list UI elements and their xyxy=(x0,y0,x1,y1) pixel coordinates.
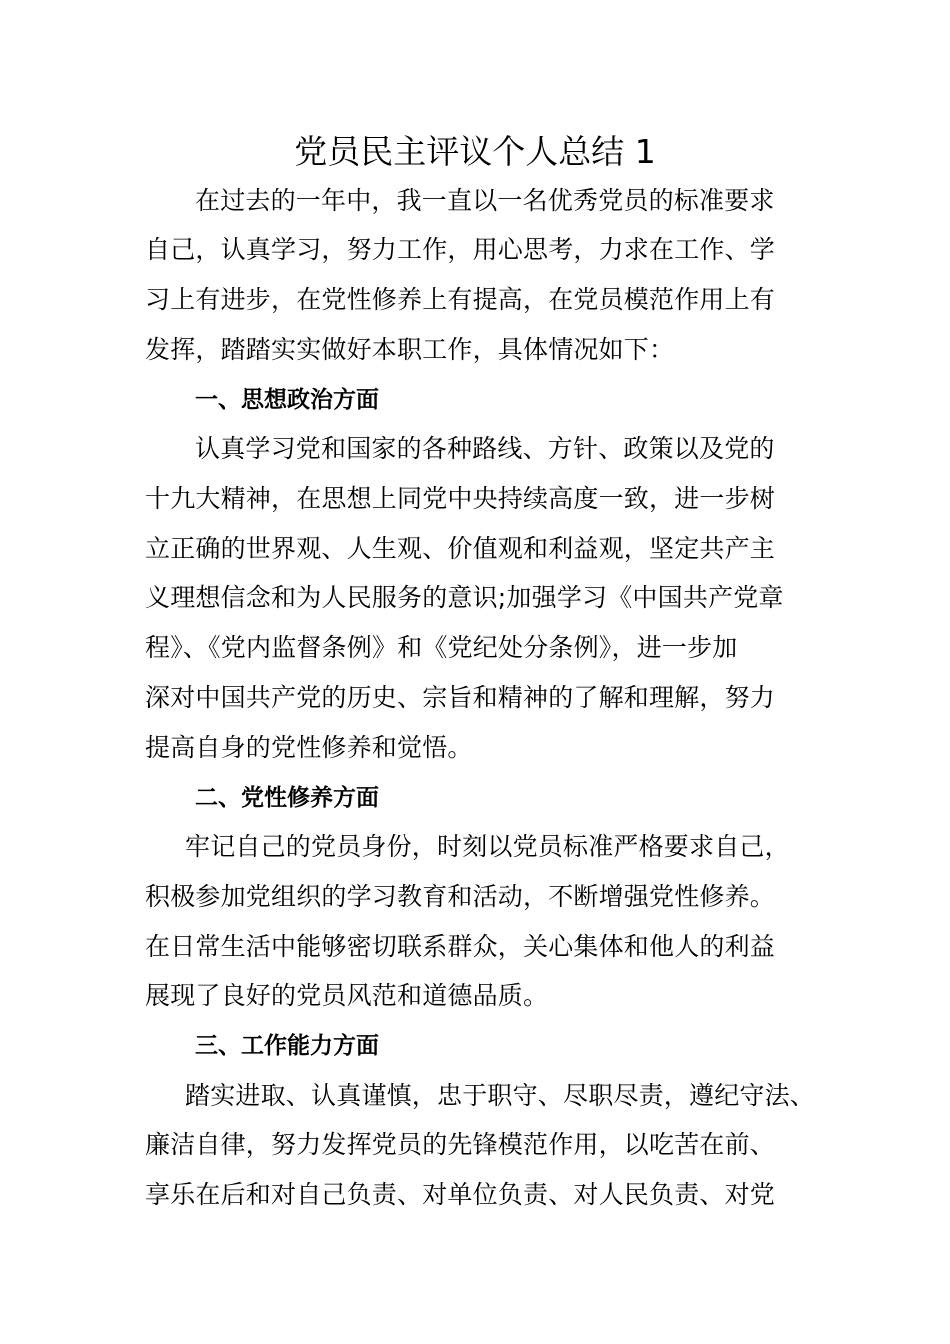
section3-line-3: 享乐在后和对自己负责、对单位负责、对人民负责、对党 xyxy=(145,1180,776,1209)
section1-line-4: 义理想信念和为人民服务的意识;加强学习《中国共产党章 xyxy=(145,583,784,612)
intro-line-3: 习上有进步，在党性修养上有提高，在党员模范作用上有 xyxy=(145,285,776,314)
section2-line-2: 积极参加党组织的学习教育和活动，不断增强党性修养。 xyxy=(145,882,776,911)
section3-line-1: 踏实进取、认真谨慎，忠于职守、尽职尽责，遵纪守法、 xyxy=(185,1081,816,1110)
intro-line-2: 自己，认真学习，努力工作，用心思考，力求在工作、学 xyxy=(145,235,776,264)
section1-line-6: 深对中国共产党的历史、宗旨和精神的了解和理解，努力 xyxy=(145,683,776,712)
intro-line-4: 发挥，踏踏实实做好本职工作，具体情况如下： xyxy=(145,335,675,364)
section-heading-3: 三、工作能力方面 xyxy=(195,1033,379,1059)
section2-line-1: 牢记自己的党员身份，时刻以党员标准严格要求自己， xyxy=(185,832,790,861)
section1-line-5: 程》、《党内监督条例》和《党纪处分条例》，进一步加 xyxy=(145,633,738,662)
section2-line-3: 在日常生活中能够密切联系群众，关心集体和他人的利益 xyxy=(145,932,776,961)
section-heading-2: 二、党性修养方面 xyxy=(195,785,379,811)
section3-line-2: 廉洁自律，努力发挥党员的先锋模范作用，以吃苦在前、 xyxy=(145,1130,776,1159)
section1-line-1: 认真学习党和国家的各种路线、方针、政策以及党的 xyxy=(195,434,775,463)
section1-line-2: 十九大精神，在思想上同党中央持续高度一致，进一步树 xyxy=(145,484,776,513)
document-title: 党员民主评议个人总结 1 xyxy=(294,132,656,171)
section2-line-4: 展现了良好的党员风范和道德品质。 xyxy=(145,981,549,1010)
section1-line-7: 提高自身的党性修养和觉悟。 xyxy=(145,733,473,762)
section-heading-1: 一、思想政治方面 xyxy=(195,387,379,413)
intro-line-1: 在过去的一年中，我一直以一名优秀党员的标准要求 xyxy=(195,186,775,215)
section1-line-3: 立正确的世界观、人生观、价值观和利益观，坚定共产主 xyxy=(145,534,776,563)
